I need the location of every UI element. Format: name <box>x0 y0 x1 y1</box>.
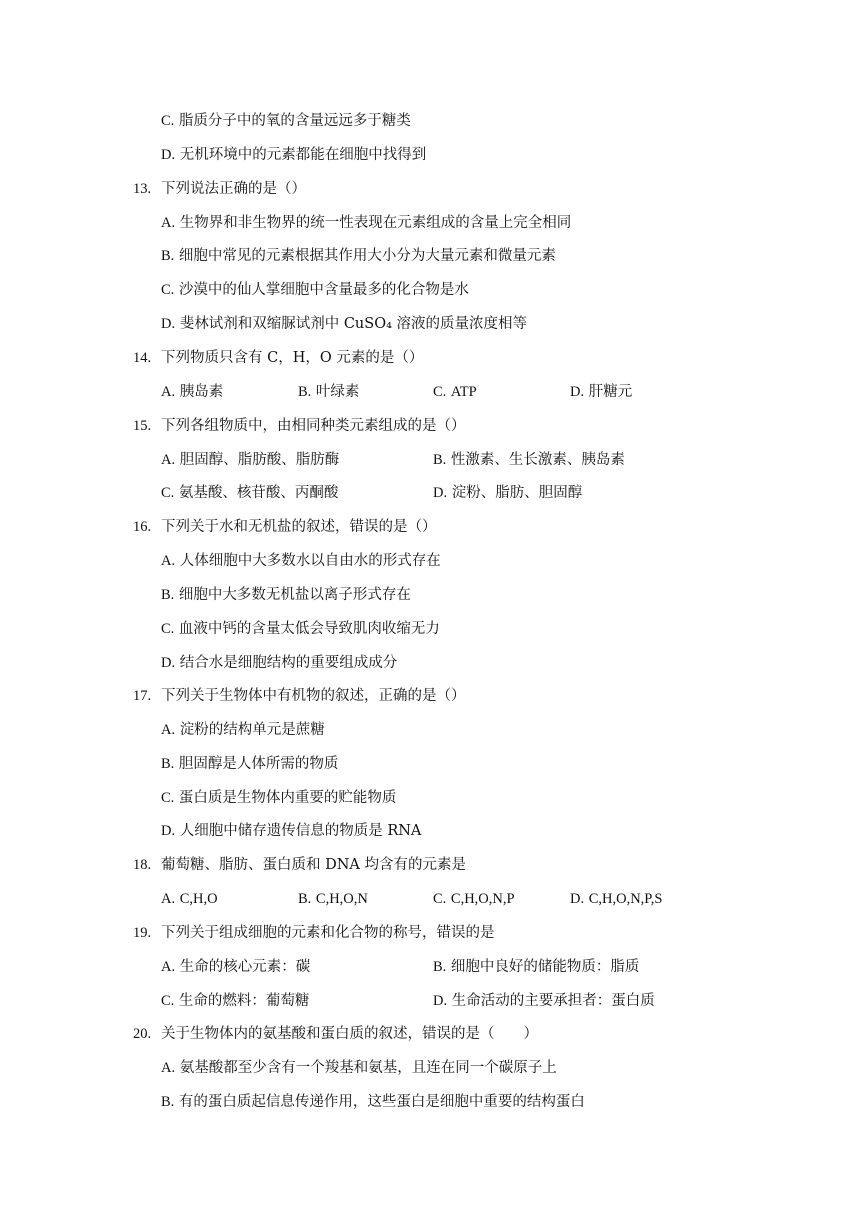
option-d: D. 生命活动的主要承担者：蛋白质 <box>433 993 655 1009</box>
option-d: D. 斐林试剂和双缩脲试剂中 CuSO₄ 溶液的质量浓度相等 <box>161 316 528 332</box>
option-a: A. C,H,O <box>161 891 218 907</box>
option-d: D. C,H,O,N,P,S <box>570 891 663 907</box>
option-line <box>0 110 860 132</box>
option-line <box>0 820 860 842</box>
option-a: A. 人体细胞中大多数水以自由水的形式存在 <box>161 553 441 569</box>
option-line <box>0 212 860 234</box>
option-line <box>0 956 860 978</box>
option-a: A. 淀粉的结构单元是蔗糖 <box>161 722 325 738</box>
option-d: D. 淀粉、脂肪、胆固醇 <box>433 485 583 501</box>
question-stem: 下列说法正确的是（） <box>161 181 306 197</box>
question-18 <box>0 854 860 876</box>
option-line <box>0 550 860 572</box>
option-b: B. C,H,O,N <box>298 891 368 907</box>
question-number: 20. <box>133 1026 152 1042</box>
question-number: 17. <box>133 688 152 704</box>
option-line <box>0 313 860 335</box>
option-d: D. 无机环境中的元素都能在细胞中找得到 <box>161 147 427 163</box>
option-b: B. 性激素、生长激素、胰岛素 <box>433 452 625 468</box>
option-b: B. 叶绿素 <box>298 384 360 400</box>
question-stem: 下列关于生物体中有机物的叙述，正确的是（） <box>161 688 466 704</box>
option-line <box>0 1057 860 1079</box>
question-number: 16. <box>133 519 152 535</box>
question-number: 14. <box>133 350 152 366</box>
option-c: C. C,H,O,N,P <box>433 891 515 907</box>
question-number: 18. <box>133 857 152 873</box>
question-17 <box>0 685 860 707</box>
question-stem: 下列关于水和无机盐的叙述，错误的是（） <box>161 519 437 535</box>
option-c: C. 脂质分子中的氧的含量远远多于糖类 <box>161 113 411 129</box>
option-b: B. 胆固醇是人体所需的物质 <box>161 756 339 772</box>
option-c: C. 生命的燃料：葡萄糖 <box>161 993 310 1009</box>
option-b: B. 细胞中良好的储能物质：脂质 <box>433 959 640 975</box>
question-number: 13. <box>133 181 152 197</box>
question-13 <box>0 178 860 200</box>
option-b: B. 有的蛋白质起信息传递作用，这些蛋白是细胞中重要的结构蛋白 <box>161 1094 585 1110</box>
option-b: B. 细胞中常见的元素根据其作用大小分为大量元素和微量元素 <box>161 248 556 264</box>
option-c: C. 蛋白质是生物体内重要的贮能物质 <box>161 790 397 806</box>
question-stem: 关于生物体内的氨基酸和蛋白质的叙述，错误的是（ ） <box>161 1026 538 1042</box>
option-line <box>0 279 860 301</box>
question-stem: 葡萄糖、脂肪、蛋白质和 DNA 均含有的元素是 <box>161 857 467 873</box>
option-a: A. 生命的核心元素：碳 <box>161 959 311 975</box>
question-number: 19. <box>133 925 152 941</box>
option-c: C. 血液中钙的含量太低会导致肌肉收缩无力 <box>161 621 440 637</box>
option-line <box>0 381 860 403</box>
option-line <box>0 652 860 674</box>
option-line <box>0 144 860 166</box>
option-a: A. 生物界和非生物界的统一性表现在元素组成的含量上完全相同 <box>161 215 572 231</box>
option-c: C. 沙漠中的仙人掌细胞中含量最多的化合物是水 <box>161 282 469 298</box>
option-a: A. 胆固醇、脂肪酸、脂肪酶 <box>161 452 340 468</box>
option-line <box>0 719 860 741</box>
option-d: D. 肝糖元 <box>570 384 633 400</box>
option-line <box>0 1091 860 1113</box>
question-19 <box>0 922 860 944</box>
question-20 <box>0 1023 860 1045</box>
question-16 <box>0 516 860 538</box>
option-line <box>0 449 860 471</box>
option-line <box>0 888 860 910</box>
option-b: B. 细胞中大多数无机盐以离子形式存在 <box>161 587 411 603</box>
option-d: D. 结合水是细胞结构的重要组成成分 <box>161 655 398 671</box>
option-c: C. ATP <box>433 384 477 400</box>
option-a: A. 氨基酸都至少含有一个羧基和氨基，且连在同一个碳原子上 <box>161 1060 557 1076</box>
question-stem: 下列物质只含有 C，H，O 元素的是（） <box>161 350 424 366</box>
question-number: 15. <box>133 418 152 434</box>
question-14 <box>0 347 860 369</box>
option-line <box>0 584 860 606</box>
option-c: C. 氨基酸、核苷酸、丙酮酸 <box>161 485 339 501</box>
question-15 <box>0 415 860 437</box>
option-line <box>0 753 860 775</box>
option-line <box>0 990 860 1012</box>
option-d: D. 人细胞中储存遗传信息的物质是 RNA <box>161 823 422 839</box>
question-stem: 下列关于组成细胞的元素和化合物的称号，错误的是 <box>161 925 495 941</box>
option-line <box>0 482 860 504</box>
option-line <box>0 787 860 809</box>
option-line <box>0 245 860 267</box>
option-a: A. 胰岛素 <box>161 384 224 400</box>
option-line <box>0 618 860 640</box>
question-stem: 下列各组物质中，由相同种类元素组成的是（） <box>161 418 466 434</box>
